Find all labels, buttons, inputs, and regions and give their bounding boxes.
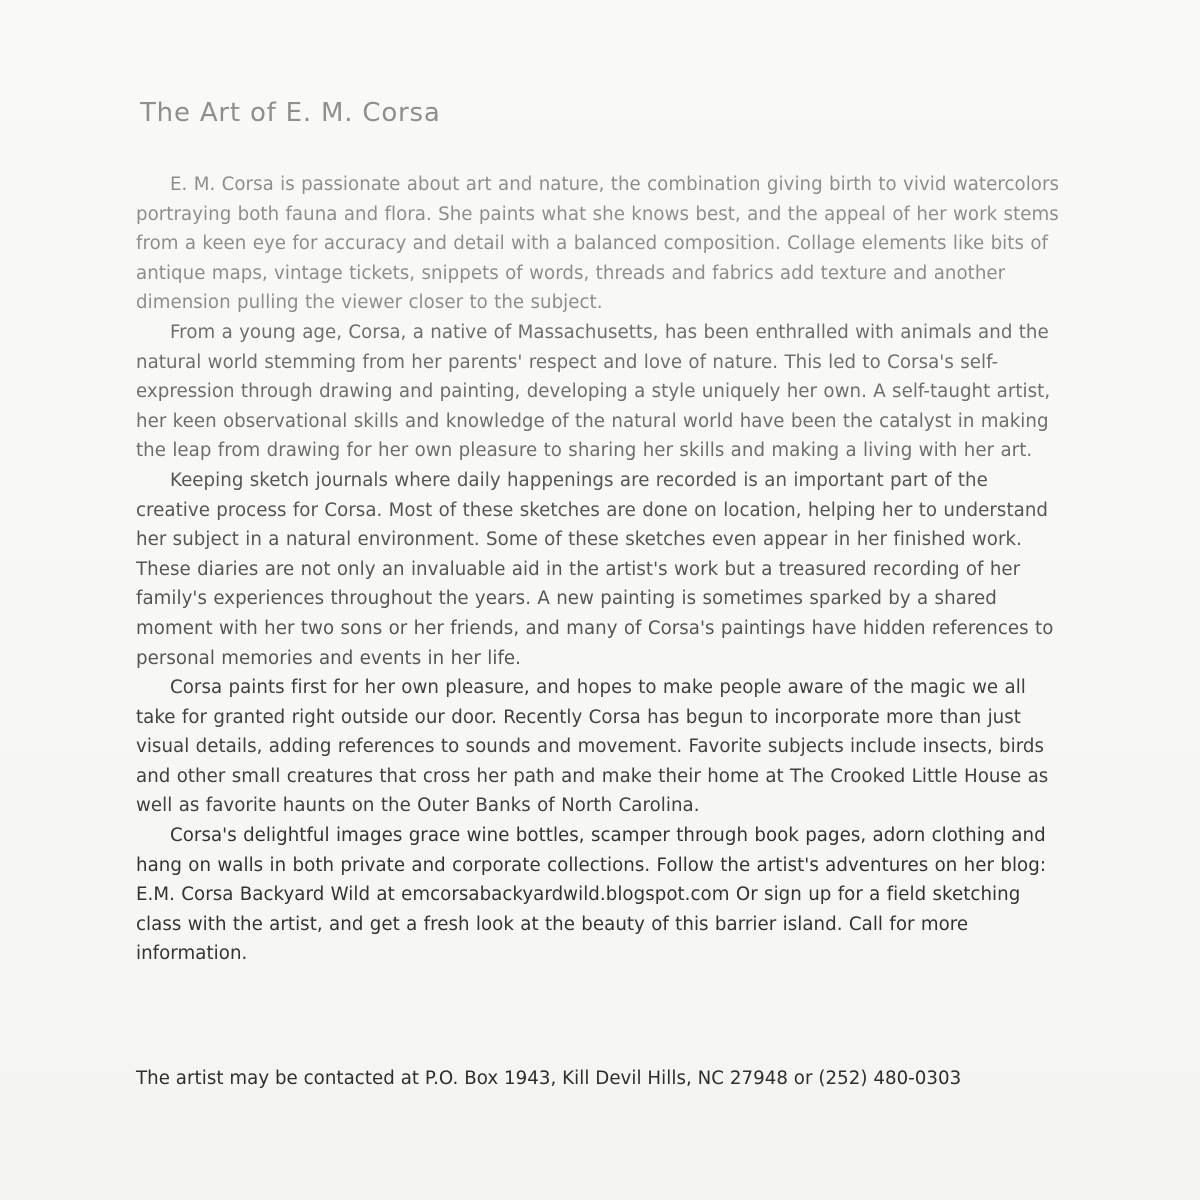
paragraph-sketch-journals: Keeping sketch journals where daily happenings are recorded is an important part of the creative process for Corsa. Most of these sketches are done on location, helping her to understand her subject in a natural environment. Some of these sketches even appear in her finished work. These diaries are not only an invaluable aid in the artist's work but a treasured recording of her family's experiences throughout the years. A new painting is sometimes sparked by a shared moment with her two sons or her friends, and many of Corsa's paintings have hidden references to personal memories and events in her life. [136,469,1054,669]
page-title: The Art of E. M. Corsa [140,98,441,128]
paragraph-collections: Corsa's delightful images grace wine bottles, scamper through book pages, adorn clothing and hang on walls in both private and corporate collections. Follow the artist's adventures on her blog: E.M. Corsa Backyard Wild at emcorsabackyardwild.blogspot.com Or sign up for a field sketching class with the artist, and get a fresh look at the beauty of this barrier island. Call for more information. [136,825,1046,965]
paragraph-background: From a young age, Corsa, a native of Massachusetts, has been enthralled with animals and the natural world stemming from her parents' respect and love of nature. This led to Corsa's self-expression through drawing and painting, developing a style uniquely her own. A self-taught artist, her keen observational skills and knowledge of the natural world have been the catalyst in making the leap from drawing for her own pleasure to sharing her skills and making a living with her art. [136,321,1051,462]
contact-line: The artist may be contacted at P.O. Box 1943, Kill Devil Hills, NC 27948 or (252) 480-0303 [136,1068,962,1089]
paragraph-subjects: Corsa paints first for her own pleasure, and hopes to make people aware of the magic we all take for granted right outside our door. Recently Corsa has begun to incorporate more than just visual details, adding references to sounds and movement. Favorite subjects include insects, birds and other small creatures that cross her path and make their home at The Crooked Little House as well as favorite haunts on the Outer Banks of North Carolina. [136,677,1049,817]
paragraph-intro: E. M. Corsa is passionate about art and nature, the combination giving birth to vivid watercolors portraying both fauna and flora. She paints what she knows best, and the appeal of her work stems from a keen eye for accuracy and detail with a balanced composition. Collage elements like bits of antique maps, vintage tickets, snippets of words, threads and fabrics add texture and another dimension pulling the viewer closer to the subject. [136,174,1060,314]
article-body [136,170,1066,969]
